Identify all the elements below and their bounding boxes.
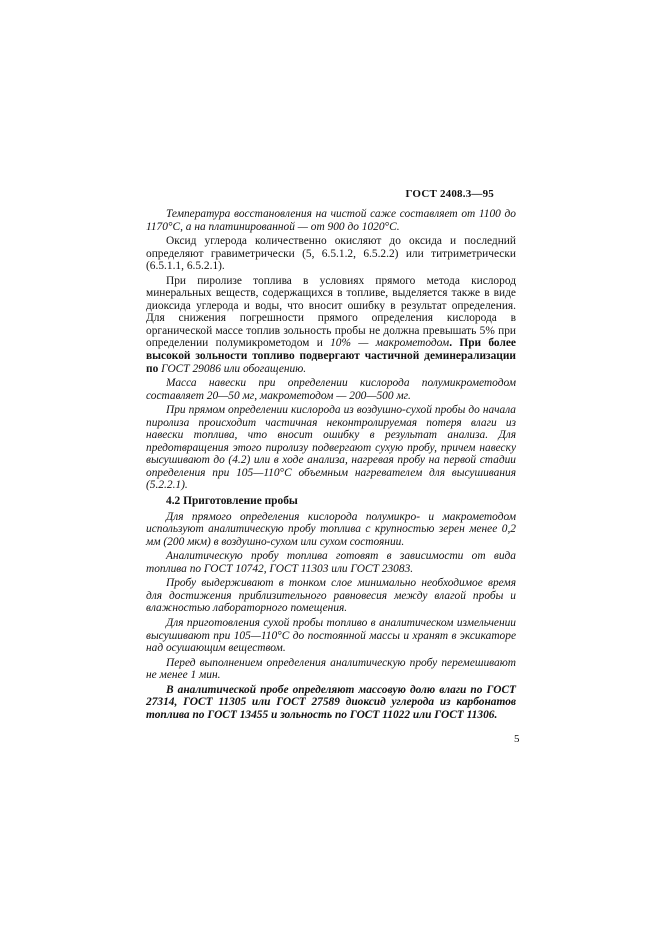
paragraph-sample-mass: Масса навески при определении кислорода полумикрометодом составляет 20—50 мг, макрометодом — 200—500 мг. (146, 377, 516, 402)
paragraph-dry-sample: Для приготовления сухой пробы топливо в аналитическом измельчении высушивают при 105—110°С до постоянной массы и хранят в эксикаторе над осушающим веществом. (146, 616, 516, 655)
section-title-sample-preparation: 4.2 Приготовление пробы (166, 495, 298, 508)
paragraph-reduction-temperature: Температура восстановления на чистой саже составляет от 1100 до 1170°С, а на платинированной — от 900 до 1020°С. (146, 208, 516, 233)
paragraph-pyrolysis-ash-text: При пиролизе топлива в условиях прямого метода кислород минеральных веществ, содержащихся в топливе, выделяется также в виде диоксида углерода и воды, что вносит ошибку в результат определения. Для снижения погрешности прямого определения кислорода в органической массе топлив зольность пробы не должна превышать 5% при определении полумикрометодом и (146, 274, 516, 350)
paragraph-thin-layer: Пробу выдерживают в тонком слое минимально необходимое время для достижения приблизительного равновесия между влагой пробы и влажностью лабораторного помещения. (146, 577, 516, 615)
macromethod-limit: 10% — макрометодом (330, 337, 450, 350)
page-number: 5 (514, 733, 520, 745)
paragraph-co-oxidation: Оксид углерода количественно окисляют до оксида и последний определяют гравиметрически (5, 6.5.1.2, 6.5.2.2) или титриметрически (6.5.1.1, 6.5.2.1). (146, 235, 516, 273)
document-header: ГОСТ 2408.3—95 (405, 188, 494, 200)
paragraph-analytical-sample: Для прямого определения кислорода полумикро- и макрометодом используют аналитическую пробу топлива с крупностью зерен менее 0,2 мм (200 мкм) в воздушно-сухом или сухом состоянии. (146, 510, 516, 548)
paragraph-pyrolysis-ash-cont: . При более высокой зольности топливо подвергают частичной деминерализации по (146, 337, 516, 375)
paragraph-pyrolysis-ash (146, 275, 516, 375)
paragraph-sample-gost: Аналитическую пробу топлива готовят в зависимости от вида топлива по ГОСТ 10742, ГОСТ 11303 или ГОСТ 23083. (146, 550, 516, 575)
document-body (146, 208, 516, 723)
gost-29086-reference: ГОСТ 29086 или обогащению. (161, 362, 307, 375)
paragraph-moisture-loss: При прямом определении кислорода из воздушно-сухой пробы до начала пиролиза происходит частичная неконтролируемая потеря влаги из навески топлива, что вносит ошибку в результат анализа. Для предотвращения этого пиролизу подвергают сухую пробу, причем навеску высушивают до (4.2) или в ходе анализа, нагревая пробу на первой стадии определения при 105—110°С объемным нагревателем для высушивания (5.2.2.1). (146, 404, 516, 492)
paragraph-moisture-determination: В аналитической пробе определяют массовую долю влаги по ГОСТ 27314, ГОСТ 11305 или ГОСТ 27589 диоксид углерода из карбонатов топлива по ГОСТ 13455 и зольность по ГОСТ 11022 или ГОСТ 11306. (146, 683, 516, 721)
paragraph-mixing: Перед выполнением определения аналитическую пробу перемешивают не менее 1 мин. (146, 656, 516, 682)
